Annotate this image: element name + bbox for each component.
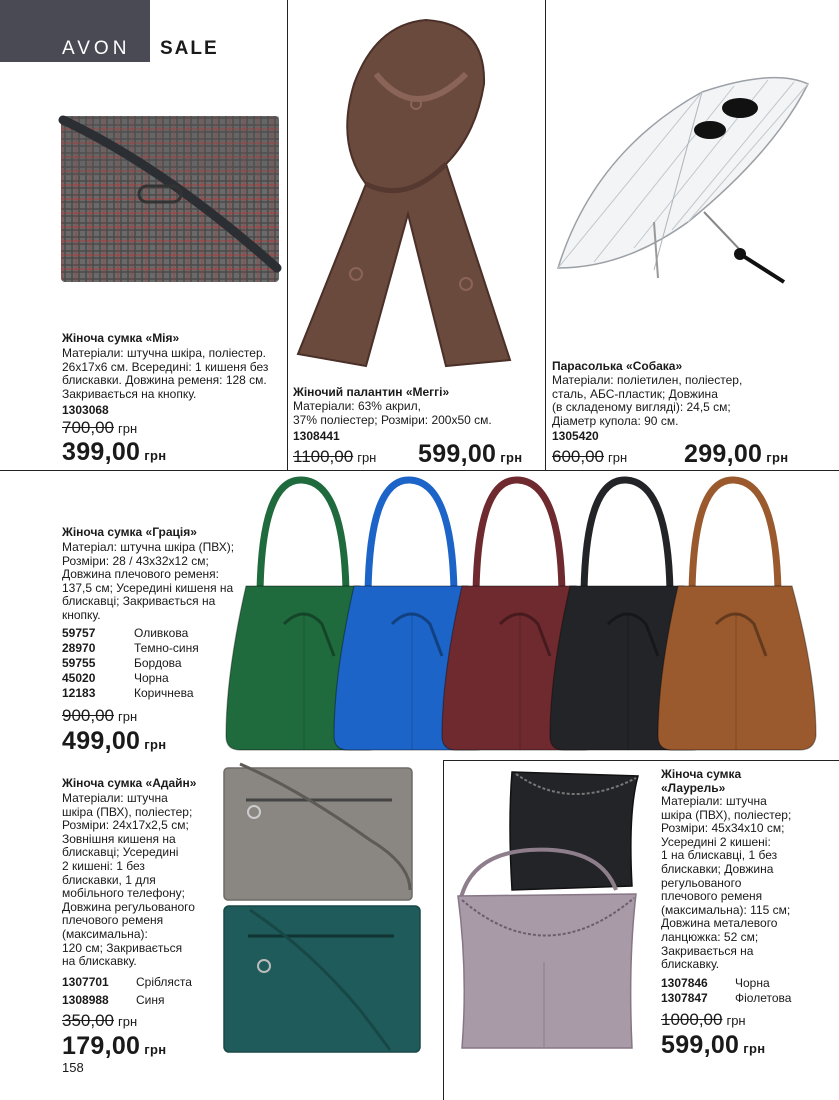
old-price-value: 600,00 bbox=[552, 447, 604, 466]
laurel-title-line: Жіноча сумка bbox=[661, 767, 742, 781]
mia-bag-image bbox=[55, 108, 285, 288]
gratsia-variants bbox=[62, 626, 232, 701]
laurel-variants bbox=[661, 976, 837, 1006]
currency: грн bbox=[357, 450, 377, 465]
adain-desc-line: Довжина регульованого bbox=[62, 899, 195, 914]
gratsia-old-price bbox=[62, 706, 137, 726]
mia-desc-line: 26x17x6 см. Всередині: 1 кишеня без bbox=[62, 359, 269, 374]
laurel-description bbox=[661, 795, 831, 972]
mia-desc-line: Закривається на кнопку. bbox=[62, 386, 197, 401]
adain-desc-line: на блискавку. bbox=[62, 954, 137, 969]
adain-description bbox=[62, 792, 222, 969]
meggi-old-price bbox=[293, 447, 376, 467]
currency: грн bbox=[118, 709, 138, 724]
laurel-title bbox=[661, 767, 741, 795]
currency: грн bbox=[766, 450, 789, 465]
laurel-desc-line: 1 на блискавці, 1 без bbox=[661, 848, 778, 863]
new-price-value: 179,00 bbox=[62, 1032, 141, 1060]
laurel-desc-line: шкіра (ПВХ), поліестер; bbox=[661, 807, 792, 822]
variant-color: Оливкова bbox=[134, 626, 189, 640]
variant-color: Темно-синя bbox=[134, 641, 199, 655]
sobaka-code: 1305420 bbox=[552, 429, 599, 443]
currency: грн bbox=[118, 1014, 138, 1029]
laurel-desc-line: плечового ременя bbox=[661, 889, 763, 904]
gratsia-title: Жіноча сумка «Грація» bbox=[62, 525, 197, 539]
adain-desc-line: Розміри: 24x17x2,5 см; bbox=[62, 818, 189, 833]
variant-color: Синя bbox=[136, 993, 165, 1007]
variant-row bbox=[62, 641, 232, 656]
variant-code: 1307847 bbox=[661, 991, 708, 1005]
mia-title: Жіноча сумка «Мія» bbox=[62, 331, 180, 345]
adain-title: Жіноча сумка «Адайн» bbox=[62, 776, 197, 790]
adain-desc-line: блискавки, 1 для bbox=[62, 872, 156, 887]
gratsia-bags-image bbox=[222, 474, 812, 760]
variant-code: 59757 bbox=[62, 626, 96, 640]
variant-code: 1308988 bbox=[62, 993, 109, 1007]
old-price-value: 900,00 bbox=[62, 706, 114, 725]
meggi-title: Жіночий палантин «Меггі» bbox=[293, 385, 450, 399]
gratsia-new-price bbox=[62, 727, 166, 756]
currency: грн bbox=[144, 1042, 167, 1057]
sobaka-desc-line: Діаметр купола: 90 см. bbox=[552, 413, 679, 428]
sobaka-umbrella-image bbox=[554, 72, 814, 292]
sobaka-desc-line: (в складеному вигляді): 24,5 см; bbox=[552, 400, 731, 415]
adain-desc-line: плечового ременя bbox=[62, 913, 164, 928]
laurel-new-price bbox=[661, 1031, 765, 1060]
currency: грн bbox=[118, 421, 138, 436]
gratsia-bag bbox=[658, 480, 816, 750]
page-number: 158 bbox=[62, 1060, 84, 1075]
meggi-code: 1308441 bbox=[293, 429, 340, 443]
adain-variants bbox=[62, 975, 222, 1008]
currency: грн bbox=[726, 1013, 746, 1028]
currency: грн bbox=[743, 1041, 766, 1056]
laurel-desc-line: ланцюжка: 52 см; bbox=[661, 929, 759, 944]
mia-desc-line: блискавки. Довжина ременя: 128 см. bbox=[62, 373, 267, 388]
currency: грн bbox=[500, 450, 523, 465]
gratsia-desc-line: кнопку. bbox=[62, 607, 101, 622]
adain-bags-image bbox=[220, 760, 440, 1060]
sobaka-desc-line: сталь, АБС-пластик; Довжина bbox=[552, 386, 718, 401]
mia-old-price bbox=[62, 418, 137, 438]
meggi-desc-line: Матеріали: 63% акрил, bbox=[293, 399, 421, 413]
variant-row bbox=[661, 991, 837, 1006]
variant-color: Чорна bbox=[735, 976, 770, 990]
new-price-value: 499,00 bbox=[62, 727, 141, 755]
gratsia-desc-line: Матеріал: штучна шкіра (ПВХ); bbox=[62, 540, 235, 554]
old-price-value: 1100,00 bbox=[293, 447, 354, 466]
sobaka-description bbox=[552, 374, 836, 428]
section-label: SALE bbox=[160, 38, 219, 59]
meggi-scarf-image bbox=[296, 14, 536, 374]
laurel-desc-line: (максимальна): 115 см; bbox=[661, 902, 791, 917]
laurel-desc-line: регульованого bbox=[661, 875, 742, 890]
laurel-desc-line: Усередині 2 кишені: bbox=[661, 834, 771, 849]
sobaka-new-price bbox=[684, 440, 788, 469]
gratsia-desc-line: Довжина плечового ременя: bbox=[62, 567, 220, 582]
laurel-desc-line: Матеріали: штучна bbox=[661, 794, 767, 808]
gratsia-desc-line: 137,5 см; Усередині кишеня на bbox=[62, 580, 234, 595]
variant-code: 28970 bbox=[62, 641, 96, 655]
adain-desc-line: блискавці; Усередині bbox=[62, 845, 179, 860]
divider-horizontal-2 bbox=[443, 760, 839, 761]
adain-desc-line: Матеріали: штучна bbox=[62, 791, 168, 805]
adain-desc-line: Зовнішня кишеня на bbox=[62, 831, 176, 846]
variant-color: Бордова bbox=[134, 656, 182, 670]
variant-color: Коричнева bbox=[134, 686, 194, 700]
laurel-old-price bbox=[661, 1010, 746, 1030]
laurel-desc-line: Розміри: 45x34x10 см; bbox=[661, 821, 785, 836]
laurel-desc-line: Закривається на bbox=[661, 943, 754, 958]
divider-horizontal-1 bbox=[0, 470, 839, 471]
variant-code: 45020 bbox=[62, 671, 96, 685]
variant-code: 1307846 bbox=[661, 976, 708, 990]
meggi-desc-line: 37% поліестер; Розміри: 200x50 см. bbox=[293, 412, 492, 427]
variant-row bbox=[62, 993, 222, 1008]
new-price-value: 399,00 bbox=[62, 438, 141, 466]
mia-new-price bbox=[62, 438, 166, 467]
variant-color: Фіолетова bbox=[735, 991, 792, 1005]
variant-row bbox=[62, 686, 232, 701]
variant-color: Чорна bbox=[134, 671, 169, 685]
variant-row bbox=[62, 626, 232, 641]
variant-code: 12183 bbox=[62, 686, 96, 700]
adain-desc-line: 2 кишені: 1 без bbox=[62, 858, 145, 873]
divider-vertical-2 bbox=[545, 0, 546, 470]
brand-logo: AVON bbox=[62, 38, 131, 59]
laurel-desc-line: блискавку. bbox=[661, 957, 720, 972]
meggi-description bbox=[293, 400, 543, 427]
currency: грн bbox=[144, 737, 167, 752]
gratsia-desc-line: блискавці; Закривається на bbox=[62, 594, 216, 609]
adain-desc-line: (максимальна): bbox=[62, 926, 148, 941]
laurel-title-line: «Лаурель» bbox=[661, 781, 726, 795]
sobaka-title: Парасолька «Собака» bbox=[552, 359, 683, 373]
adain-desc-line: 120 см; Закривається bbox=[62, 940, 183, 955]
old-price-value: 350,00 bbox=[62, 1011, 114, 1030]
laurel-desc-line: блискавки; Довжина bbox=[661, 861, 774, 876]
adain-desc-line: шкіра (ПВХ), поліестер; bbox=[62, 804, 193, 819]
mia-desc-line: Матеріали: штучна шкіра, поліестер. bbox=[62, 346, 266, 360]
laurel-bags-image bbox=[450, 762, 650, 1056]
adain-desc-line: мобільного телефону; bbox=[62, 886, 185, 901]
variant-row bbox=[661, 976, 837, 991]
gratsia-description bbox=[62, 541, 272, 623]
sobaka-old-price bbox=[552, 447, 627, 467]
meggi-new-price bbox=[418, 440, 522, 469]
new-price-value: 599,00 bbox=[418, 440, 497, 468]
variant-code: 59755 bbox=[62, 656, 96, 670]
divider-vertical-1 bbox=[287, 0, 288, 470]
new-price-value: 599,00 bbox=[661, 1031, 740, 1059]
gratsia-desc-line: Розміри: 28 / 43x32x12 см; bbox=[62, 553, 209, 568]
mia-description bbox=[62, 347, 284, 401]
currency: грн bbox=[144, 448, 167, 463]
sobaka-desc-line: Матеріали: поліетилен, поліестер, bbox=[552, 373, 743, 387]
variant-row bbox=[62, 656, 232, 671]
adain-new-price bbox=[62, 1032, 166, 1061]
old-price-value: 700,00 bbox=[62, 418, 114, 437]
laurel-desc-line: Довжина металевого bbox=[661, 916, 778, 931]
variant-color: Срібляста bbox=[136, 975, 192, 989]
new-price-value: 299,00 bbox=[684, 440, 763, 468]
adain-old-price bbox=[62, 1011, 137, 1031]
old-price-value: 1000,00 bbox=[661, 1010, 723, 1029]
variant-code: 1307701 bbox=[62, 975, 109, 989]
currency: грн bbox=[608, 450, 628, 465]
variant-row bbox=[62, 671, 232, 686]
variant-row bbox=[62, 975, 222, 990]
divider-vertical-3 bbox=[443, 760, 444, 1100]
mia-code: 1303068 bbox=[62, 403, 109, 417]
